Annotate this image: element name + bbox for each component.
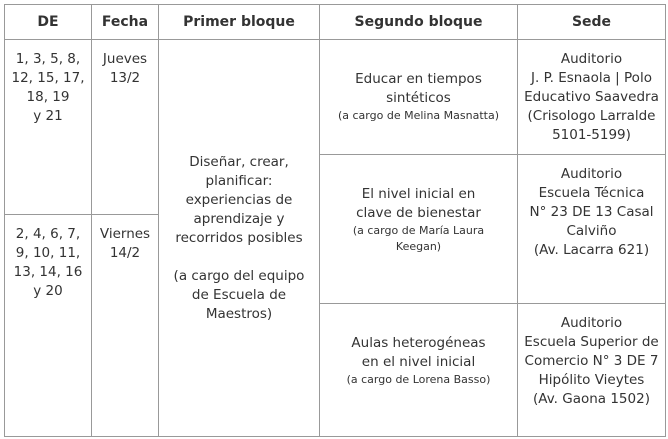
de-line: 1, 3, 5, 8, (15, 51, 81, 67)
segundo-bloque-cell-2 (320, 155, 518, 304)
sede-line: (Av. Lacarra 621) (533, 242, 650, 258)
session-title-line: en el nivel inicial (361, 354, 476, 370)
de-cell-viernes (5, 215, 92, 437)
session-title-line: El nivel inicial en (361, 186, 476, 202)
primer-title-line: Diseñar, crear, (189, 153, 289, 170)
de-line: y 21 (33, 108, 63, 124)
sede-line: Calviño (566, 223, 617, 239)
primer-bloque-cell (159, 40, 320, 437)
segundo-bloque-cell-1 (320, 40, 518, 155)
header-row (5, 5, 666, 40)
primer-cargo-line: (a cargo del equipo (173, 267, 305, 284)
header-sede: Sede (518, 5, 666, 40)
de-line: y 20 (33, 283, 63, 299)
de-line: 9, 10, 11, (15, 245, 81, 261)
primer-title-line: experiencias de (185, 191, 293, 208)
header-de: DE (5, 5, 92, 40)
sede-line: J. P. Esnaola | Polo (531, 70, 652, 86)
sede-line: Escuela Superior de (524, 334, 659, 350)
table-row (5, 40, 666, 155)
primer-title-line: planificar: (205, 172, 273, 189)
spacer (163, 248, 315, 267)
segundo-bloque-cell-3 (320, 304, 518, 437)
sede-line: Auditorio (560, 315, 623, 331)
sede-line: Hipólito Vieytes (538, 372, 645, 388)
sede-line: Escuela Técnica (538, 185, 645, 201)
header-segundo-bloque: Segundo bloque (320, 5, 518, 40)
session-cargo: (a cargo de Lorena Basso) (346, 373, 491, 386)
de-cell-jueves (5, 40, 92, 215)
primer-cargo-line: Maestros) (205, 305, 273, 322)
header-primer-bloque: Primer bloque (159, 5, 320, 40)
sede-line: Auditorio (560, 51, 623, 67)
session-title-line: Aulas heterogéneas (351, 335, 486, 351)
fecha-day: Viernes (99, 226, 151, 242)
session-title-line: sintéticos (386, 90, 451, 106)
sede-cell-3 (518, 304, 666, 437)
header-fecha: Fecha (92, 5, 159, 40)
sede-line: 5101-5199) (552, 127, 631, 143)
fecha-cell-viernes (92, 215, 159, 437)
de-line: 13, 14, 16 (13, 264, 83, 280)
sede-cell-1 (518, 40, 666, 155)
session-title-line: Educar en tiempos (355, 71, 482, 87)
fecha-date: 13/2 (109, 70, 141, 86)
sede-line: N° 23 DE 13 Casal (529, 204, 654, 220)
sede-line: Auditorio (560, 166, 623, 182)
sede-line: (Av. Gaona 1502) (533, 391, 650, 407)
primer-title-line: recorridos posibles (175, 229, 303, 246)
session-cargo: (a cargo de María Laura (352, 224, 485, 237)
sede-line: Comercio N° 3 DE 7 (524, 353, 659, 369)
fecha-date: 14/2 (109, 245, 141, 261)
primer-title-line: aprendizaje y (193, 210, 285, 227)
sede-cell-2 (518, 155, 666, 304)
sede-line: Educativo Saavedra (524, 89, 659, 105)
fecha-day: Jueves (102, 51, 148, 67)
de-line: 12, 15, 17, (11, 70, 85, 86)
primer-cargo-line: de Escuela de (191, 286, 287, 303)
session-cargo: Keegan) (395, 240, 442, 253)
schedule-table (4, 4, 666, 437)
de-line: 18, 19 (26, 89, 70, 105)
fecha-cell-jueves (92, 40, 159, 215)
session-title-line: clave de bienestar (356, 205, 481, 221)
de-line: 2, 4, 6, 7, (15, 226, 81, 242)
session-cargo: (a cargo de Melina Masnatta) (337, 109, 499, 122)
sede-line: (Crisologo Larralde (527, 108, 656, 124)
